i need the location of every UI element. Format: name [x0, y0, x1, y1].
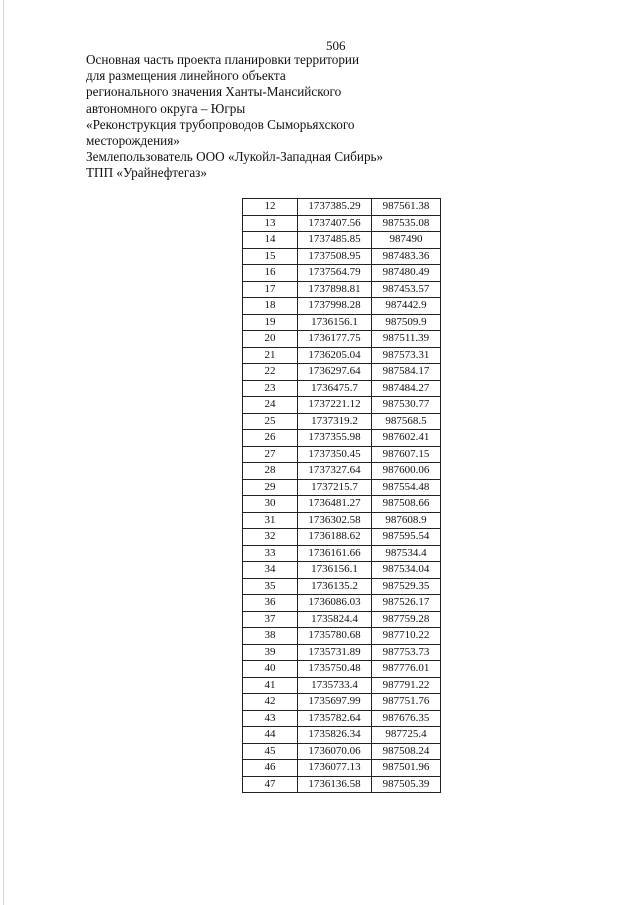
y-coordinate-cell: 987483.36: [372, 248, 441, 265]
y-coordinate-cell: 987508.24: [372, 743, 441, 760]
point-number-cell: 21: [243, 347, 298, 364]
table-row: [243, 743, 441, 760]
header-line: для размещения линейного объекта: [86, 68, 286, 84]
y-coordinate-cell: 987480.49: [372, 265, 441, 282]
x-coordinate-cell: 1736297.64: [298, 364, 372, 381]
point-number-cell: 36: [243, 595, 298, 612]
y-coordinate-cell: 987511.39: [372, 331, 441, 348]
point-number-cell: 42: [243, 694, 298, 711]
x-coordinate-cell: 1736086.03: [298, 595, 372, 612]
point-number-cell: 34: [243, 562, 298, 579]
point-number-cell: 12: [243, 199, 298, 216]
point-number-cell: 14: [243, 232, 298, 249]
y-coordinate-cell: 987608.9: [372, 512, 441, 529]
x-coordinate-cell: 1736188.62: [298, 529, 372, 546]
table-row: [243, 364, 441, 381]
y-coordinate-cell: 987509.9: [372, 314, 441, 331]
y-coordinate-cell: 987568.5: [372, 413, 441, 430]
x-coordinate-cell: 1735824.4: [298, 611, 372, 628]
table-row: [243, 611, 441, 628]
header-line: Основная часть проекта планировки территории: [86, 52, 360, 67]
y-coordinate-cell: 987595.54: [372, 529, 441, 546]
header-line: регионального значения Ханты-Мансийского: [86, 84, 342, 100]
y-coordinate-cell: 987442.9: [372, 298, 441, 315]
x-coordinate-cell: 1737485.85: [298, 232, 372, 249]
point-number-cell: 38: [243, 628, 298, 645]
header-line: месторождения»: [86, 133, 180, 149]
point-number-cell: 31: [243, 512, 298, 529]
table-row: [243, 644, 441, 661]
x-coordinate-cell: 1735780.68: [298, 628, 372, 645]
x-coordinate-cell: 1737221.12: [298, 397, 372, 414]
x-coordinate-cell: 1736070.06: [298, 743, 372, 760]
x-coordinate-cell: 1736077.13: [298, 760, 372, 777]
table-row: [243, 397, 441, 414]
point-number-cell: 37: [243, 611, 298, 628]
table-row: [243, 380, 441, 397]
point-number-cell: 17: [243, 281, 298, 298]
point-number-cell: 13: [243, 215, 298, 232]
point-number-cell: 32: [243, 529, 298, 546]
header-line: Землепользователь ООО «Лукойл-Западная Сибирь»: [86, 149, 384, 165]
point-number-cell: 30: [243, 496, 298, 513]
x-coordinate-cell: 1737998.28: [298, 298, 372, 315]
x-coordinate-cell: 1737350.45: [298, 446, 372, 463]
table-row: [243, 760, 441, 777]
table-row: [243, 215, 441, 232]
point-number-cell: 35: [243, 578, 298, 595]
y-coordinate-cell: 987751.76: [372, 694, 441, 711]
table-row: [243, 248, 441, 265]
table-row: [243, 199, 441, 216]
point-number-cell: 23: [243, 380, 298, 397]
point-number-cell: 29: [243, 479, 298, 496]
table-row: [243, 281, 441, 298]
table-row: [243, 512, 441, 529]
table-row: [243, 298, 441, 315]
x-coordinate-cell: 1736135.2: [298, 578, 372, 595]
y-coordinate-cell: 987753.73: [372, 644, 441, 661]
y-coordinate-cell: 987508.66: [372, 496, 441, 513]
y-coordinate-cell: 987490: [372, 232, 441, 249]
table-row: [243, 347, 441, 364]
y-coordinate-cell: 987607.15: [372, 446, 441, 463]
page-number: 506: [326, 38, 346, 53]
x-coordinate-cell: 1735733.4: [298, 677, 372, 694]
table-row: [243, 710, 441, 727]
x-coordinate-cell: 1735731.89: [298, 644, 372, 661]
y-coordinate-cell: 987534.04: [372, 562, 441, 579]
header-line: ТПП «Урайнефтегаз»: [86, 165, 207, 181]
table-row: [243, 562, 441, 579]
table-row: [243, 314, 441, 331]
y-coordinate-cell: 987791.22: [372, 677, 441, 694]
x-coordinate-cell: 1735697.99: [298, 694, 372, 711]
point-number-cell: 18: [243, 298, 298, 315]
y-coordinate-cell: 987561.38: [372, 199, 441, 216]
table-row: [243, 413, 441, 430]
y-coordinate-cell: 987484.27: [372, 380, 441, 397]
x-coordinate-cell: 1737215.7: [298, 479, 372, 496]
y-coordinate-cell: 987535.08: [372, 215, 441, 232]
table-row: [243, 479, 441, 496]
document-header: [86, 52, 486, 182]
table-row: [243, 661, 441, 678]
y-coordinate-cell: 987600.06: [372, 463, 441, 480]
point-number-cell: 40: [243, 661, 298, 678]
point-number-cell: 41: [243, 677, 298, 694]
point-number-cell: 28: [243, 463, 298, 480]
x-coordinate-cell: 1737319.2: [298, 413, 372, 430]
table-row: [243, 545, 441, 562]
y-coordinate-cell: 987526.17: [372, 595, 441, 612]
x-coordinate-cell: 1735782.64: [298, 710, 372, 727]
point-number-cell: 47: [243, 776, 298, 793]
table-row: [243, 694, 441, 711]
y-coordinate-cell: 987534.4: [372, 545, 441, 562]
x-coordinate-cell: 1737407.56: [298, 215, 372, 232]
x-coordinate-cell: 1736302.58: [298, 512, 372, 529]
x-coordinate-cell: 1736205.04: [298, 347, 372, 364]
page-edge: [3, 0, 4, 905]
y-coordinate-cell: 987676.35: [372, 710, 441, 727]
table-row: [243, 529, 441, 546]
x-coordinate-cell: 1737327.64: [298, 463, 372, 480]
point-number-cell: 20: [243, 331, 298, 348]
point-number-cell: 24: [243, 397, 298, 414]
table-row: [243, 446, 441, 463]
x-coordinate-cell: 1737508.95: [298, 248, 372, 265]
point-number-cell: 22: [243, 364, 298, 381]
coordinates-table-body: [243, 199, 441, 793]
table-row: [243, 776, 441, 793]
point-number-cell: 39: [243, 644, 298, 661]
x-coordinate-cell: 1736136.58: [298, 776, 372, 793]
y-coordinate-cell: 987501.96: [372, 760, 441, 777]
x-coordinate-cell: 1736161.66: [298, 545, 372, 562]
point-number-cell: 16: [243, 265, 298, 282]
x-coordinate-cell: 1735826.34: [298, 727, 372, 744]
point-number-cell: 25: [243, 413, 298, 430]
x-coordinate-cell: 1736481.27: [298, 496, 372, 513]
table-row: [243, 232, 441, 249]
y-coordinate-cell: 987505.39: [372, 776, 441, 793]
point-number-cell: 27: [243, 446, 298, 463]
table-row: [243, 578, 441, 595]
table-row: [243, 496, 441, 513]
x-coordinate-cell: 1736177.75: [298, 331, 372, 348]
table-row: [243, 677, 441, 694]
header-line: автономного округа – Югры: [86, 100, 246, 116]
table-row: [243, 628, 441, 645]
x-coordinate-cell: 1736156.1: [298, 562, 372, 579]
x-coordinate-cell: 1737898.81: [298, 281, 372, 298]
table-row: [243, 463, 441, 480]
y-coordinate-cell: 987529.35: [372, 578, 441, 595]
point-number-cell: 45: [243, 743, 298, 760]
header-line: «Реконструкция трубопроводов Сыморьяхского: [86, 116, 355, 132]
x-coordinate-cell: 1735750.48: [298, 661, 372, 678]
table-row: [243, 595, 441, 612]
point-number-cell: 19: [243, 314, 298, 331]
y-coordinate-cell: 987573.31: [372, 347, 441, 364]
x-coordinate-cell: 1737385.29: [298, 199, 372, 216]
point-number-cell: 33: [243, 545, 298, 562]
x-coordinate-cell: 1737355.98: [298, 430, 372, 447]
y-coordinate-cell: 987554.48: [372, 479, 441, 496]
x-coordinate-cell: 1736475.7: [298, 380, 372, 397]
x-coordinate-cell: 1736156.1: [298, 314, 372, 331]
y-coordinate-cell: 987530.77: [372, 397, 441, 414]
table-row: [243, 430, 441, 447]
point-number-cell: 26: [243, 430, 298, 447]
y-coordinate-cell: 987725.4: [372, 727, 441, 744]
coordinates-table: [242, 198, 441, 793]
point-number-cell: 15: [243, 248, 298, 265]
x-coordinate-cell: 1737564.79: [298, 265, 372, 282]
table-row: [243, 265, 441, 282]
y-coordinate-cell: 987453.57: [372, 281, 441, 298]
y-coordinate-cell: 987710.22: [372, 628, 441, 645]
y-coordinate-cell: 987602.41: [372, 430, 441, 447]
y-coordinate-cell: 987776.01: [372, 661, 441, 678]
point-number-cell: 43: [243, 710, 298, 727]
table-row: [243, 727, 441, 744]
point-number-cell: 46: [243, 760, 298, 777]
point-number-cell: 44: [243, 727, 298, 744]
table-row: [243, 331, 441, 348]
y-coordinate-cell: 987759.28: [372, 611, 441, 628]
y-coordinate-cell: 987584.17: [372, 364, 441, 381]
